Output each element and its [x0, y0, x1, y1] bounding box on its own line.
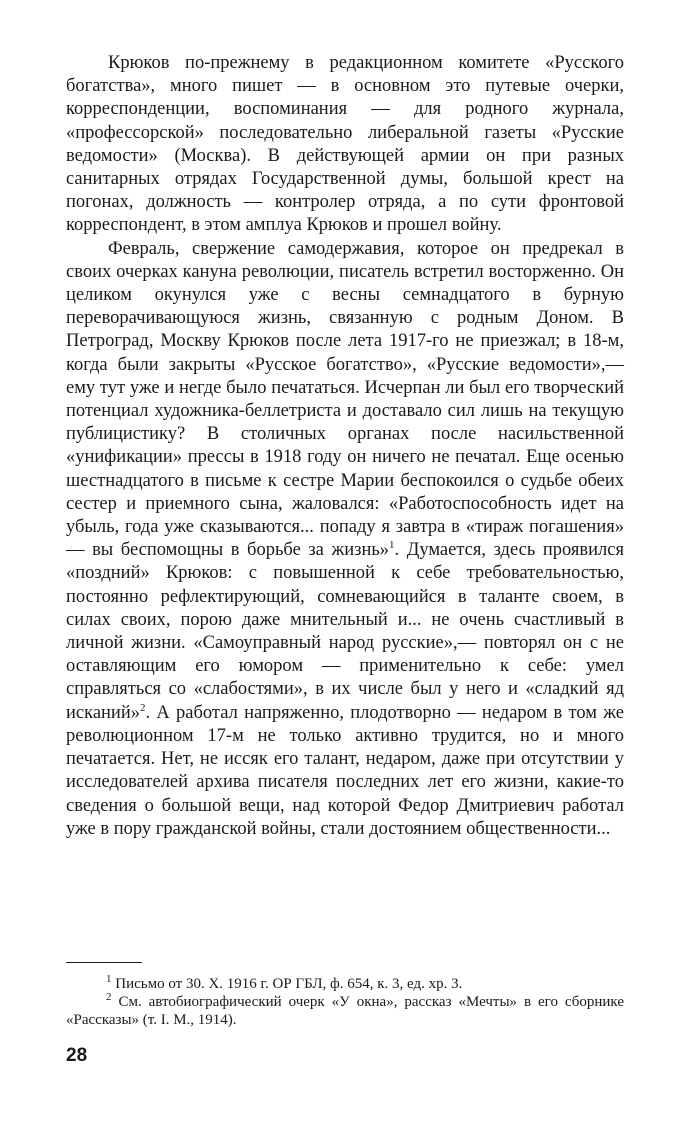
paragraph-2-part-a: Февраль, свержение самодержавия, которое он предрекал в своих очерках кануна революции, писатель встретил восторженно. Он целиком окунулся уже с весны семнадцатого в бурную переворачивающуюся жизнь, связанную с родным Доном. В Петроград, Москву Крюков после лета 1917-го не приезжал; в 18-м, когда были закрыты «Русское богатство», «Русские ведомости»,— ему тут уже и негде было печататься. Исчерпан ли был его творческий потенциал художника-беллетриста и доставало сил лишь на текущую публицистику? В столичных органах после насильственной «унификации» прессы в 1918 году он ничего не печатал. Еще осенью шестнадцатого в письме к сестре Марии беспокоился о судьбе обеих сестер и приемного сына, жаловался: «Работоспособность идет на убыль, года уже сказываются... попаду я завтра в «тираж погашения» — вы беспомощны в борьбе за жизнь» [66, 238, 624, 561]
main-text [66, 52, 624, 841]
footnote-1-text: Письмо от 30. X. 1916 г. ОР ГБЛ, ф. 654, к. 3, ед. хр. 3. [115, 976, 463, 992]
footnote-ref-1: 1 [389, 539, 395, 552]
footnote-separator [66, 962, 142, 963]
paragraph-2-part-c: . А работал напряженно, плодотворно — недаром в том же революционном 17-м не только активно трудится, но и много печатается. Нет, не иссяк его талант, недаром, даже при отсутствии у исследователей архива писателя последних лет его жизни, какие-то сведения о большой вещи, над которой Федор Дмитриевич работал уже в пору гражданской войны, стали достоянием общественности... [66, 702, 624, 839]
paragraph-1: Крюков по-прежнему в редакционном комитете «Русского богатства», много пишет — в основном это путевые очерки, корреспонденции, воспоминания — для родного журнала, «профессорской» последовательно либеральной газеты «Русские ведомости» (Москва). В действующей армии он при разных санитарных отрядах Государственной думы, большой крест на погонах, должность — контролер отряда, а по сути фронтовой корреспондент, в этом амплуа Крюков и прошел войну. [66, 53, 624, 236]
footnotes [66, 975, 624, 1029]
footnote-2-text: См. автобиографический очерк «У окна», рассказ «Мечты» в его сборнике «Рассказы» (т. I. М., 1914). [66, 994, 625, 1028]
footnote-mark-1: 1 [106, 973, 112, 985]
paragraph-2-part-b: . Думается, здесь проявился «поздний» Крюков: с повышенной к себе требовательностью, постоянно рефлектирующий, сомневающийся в таланте своем, в силах своих, порою даже мнительный и... не очень счастливый в личной жизни. «Самоуправный народ русские»,— повторял он с не оставляющим его юмором — применительно к себе: умел справляться со «слабостями», в их числе был у него и «сладкий яд исканий» [66, 540, 625, 723]
paragraph-2 [66, 238, 624, 841]
footnote-2 [66, 993, 624, 1029]
footnote-1 [66, 975, 624, 993]
page-number: 28 [66, 1045, 88, 1066]
footnote-mark-2: 2 [106, 991, 112, 1003]
footnote-ref-2: 2 [139, 701, 146, 714]
